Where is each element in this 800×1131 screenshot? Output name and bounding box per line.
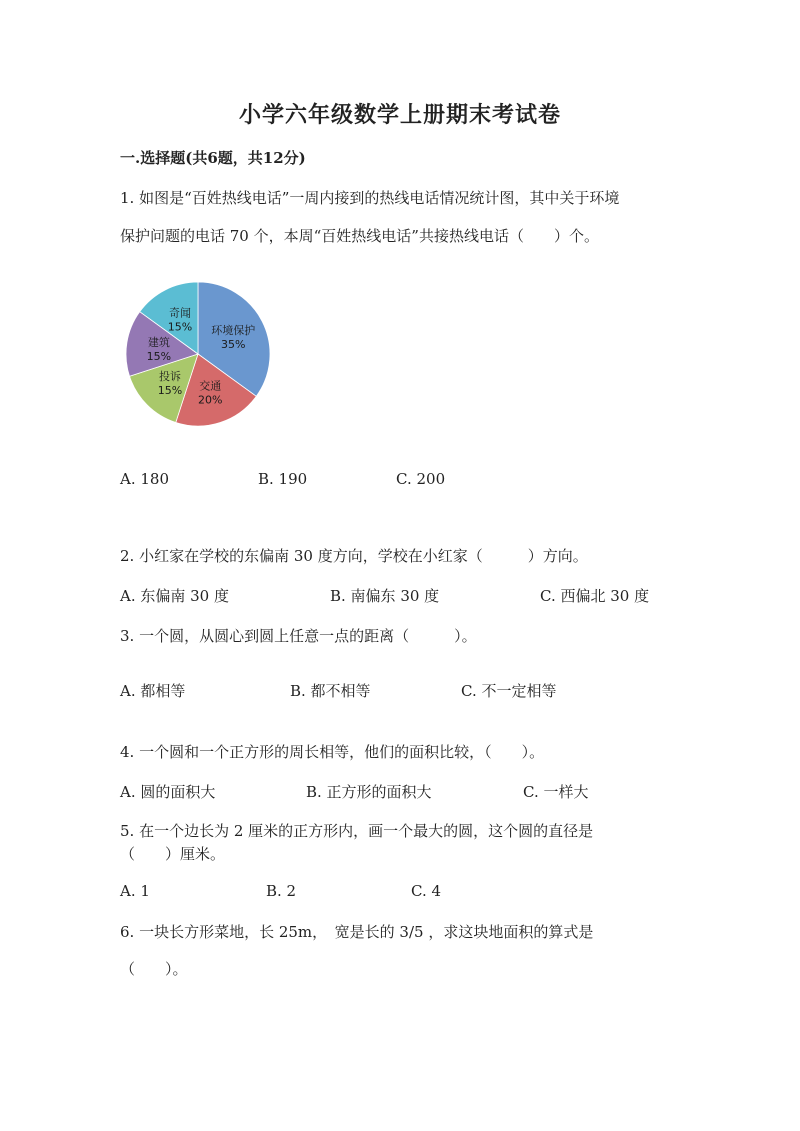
q1-option-c[interactable]: C. 200: [396, 470, 446, 488]
question-6-line-1: 6. 一块长方形菜地，长 25m， 宽是长的 3/5 ，求这块地面积的算式是: [120, 923, 594, 941]
q4-option-c[interactable]: C. 一样大: [523, 783, 589, 801]
pie-label-4: 奇闻: [169, 306, 192, 320]
q3-option-c[interactable]: C. 不一定相等: [461, 682, 557, 700]
pie-percent-3: 15%: [146, 349, 172, 363]
pie-percent-1: 20%: [198, 393, 223, 407]
q3-option-a[interactable]: A. 都相等: [120, 682, 186, 700]
q2-option-b[interactable]: B. 南偏东 30 度: [330, 587, 440, 605]
pie-percent-2: 15%: [157, 384, 183, 398]
page-title: 小学六年级数学上册期末考试卷: [238, 102, 561, 128]
pie-percent-4: 15%: [167, 320, 193, 334]
question-5-line-1: 5. 在一个边长为 2 厘米的正方形内，画一个最大的圆，这个圆的直径是: [120, 822, 594, 840]
pie-label-2: 投诉: [158, 370, 181, 384]
q2-option-a[interactable]: A. 东偏南 30 度: [120, 587, 229, 605]
pie-percent-0: 35%: [221, 338, 246, 352]
pie-label-0: 环境保护: [211, 324, 256, 338]
pie-label-3: 建筑: [147, 335, 170, 349]
question-3-line-1: 3. 一个圆，从圆心到圆上任意一点的距离（ ）。: [120, 627, 477, 645]
pie-label-1: 交通: [199, 379, 222, 393]
q3-option-b[interactable]: B. 都不相等: [290, 682, 371, 700]
question-6-line-2: （ ）。: [120, 960, 188, 978]
pie-chart: [122, 278, 274, 430]
q4-option-a[interactable]: A. 圆的面积大: [120, 783, 216, 801]
q1-option-b[interactable]: B. 190: [258, 470, 308, 488]
section-heading: 一.选择题(共6题，共12分): [120, 149, 306, 167]
q1-option-a[interactable]: A. 180: [120, 470, 169, 488]
q5-option-b[interactable]: B. 2: [266, 882, 297, 900]
question-5-line-2: （ ）厘米。: [120, 845, 226, 863]
question-4-line-1: 4. 一个圆和一个正方形的周长相等，他们的面积比较，（ ）。: [120, 743, 545, 761]
q2-option-c[interactable]: C. 西偏北 30 度: [540, 587, 650, 605]
q4-option-b[interactable]: B. 正方形的面积大: [306, 783, 432, 801]
question-1-line-2: 保护问题的电话 70 个，本周“百姓热线电话”共接热线电话（ ）个。: [120, 227, 599, 245]
question-2-line-1: 2. 小红家在学校的东偏南 30 度方向，学校在小红家（ ）方向。: [120, 547, 588, 565]
q5-option-a[interactable]: A. 1: [120, 882, 150, 900]
q5-option-c[interactable]: C. 4: [411, 882, 442, 900]
question-1-line-1: 1. 如图是“百姓热线电话”一周内接到的热线电话情况统计图，其中关于环境: [120, 189, 620, 207]
